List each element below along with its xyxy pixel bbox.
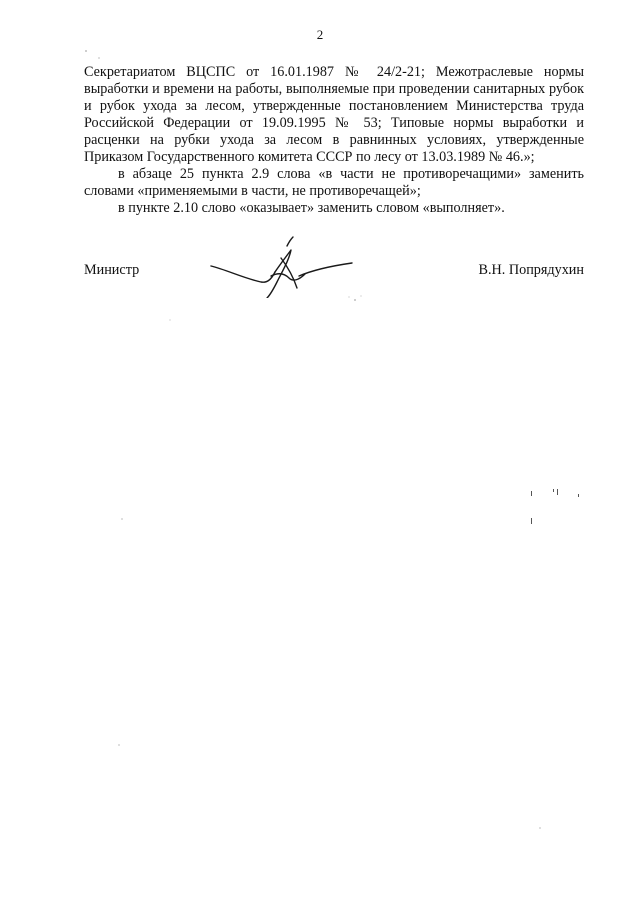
document-body xyxy=(84,64,584,217)
paragraph-3: в пункте 2.10 слово «оказывает» заменить словом «выполняет». xyxy=(118,200,505,216)
page-number: 2 xyxy=(316,27,324,42)
paragraph-2: в абзаце 25 пункта 2.9 слова «в части не противоречащими» заменить словами «применяемыми в части, не противоречащей»; xyxy=(84,166,584,199)
paragraph-1: Секретариатом ВЦСПС от 16.01.1987 № 24/2-21; Межотраслевые нормы выработки и времени на работы, выполняемые при проведении санитарных рубок и рубок ухода за лесом, утвержденные постановлением Министерства труда Российской Федерации от 19.09.1995 № 53; Типовые нормы выработки и расценки на рубки ухода за лесом в равнинных условиях, утвержденные Приказом Государственного комитета СССР по лесу от 13.03.1989 № 46.»; xyxy=(84,64,584,165)
handwritten-signature xyxy=(209,236,354,298)
signer-title: Министр xyxy=(84,262,140,278)
signature-block xyxy=(84,260,584,300)
signer-name: В.Н. Попрядухин xyxy=(478,262,584,278)
